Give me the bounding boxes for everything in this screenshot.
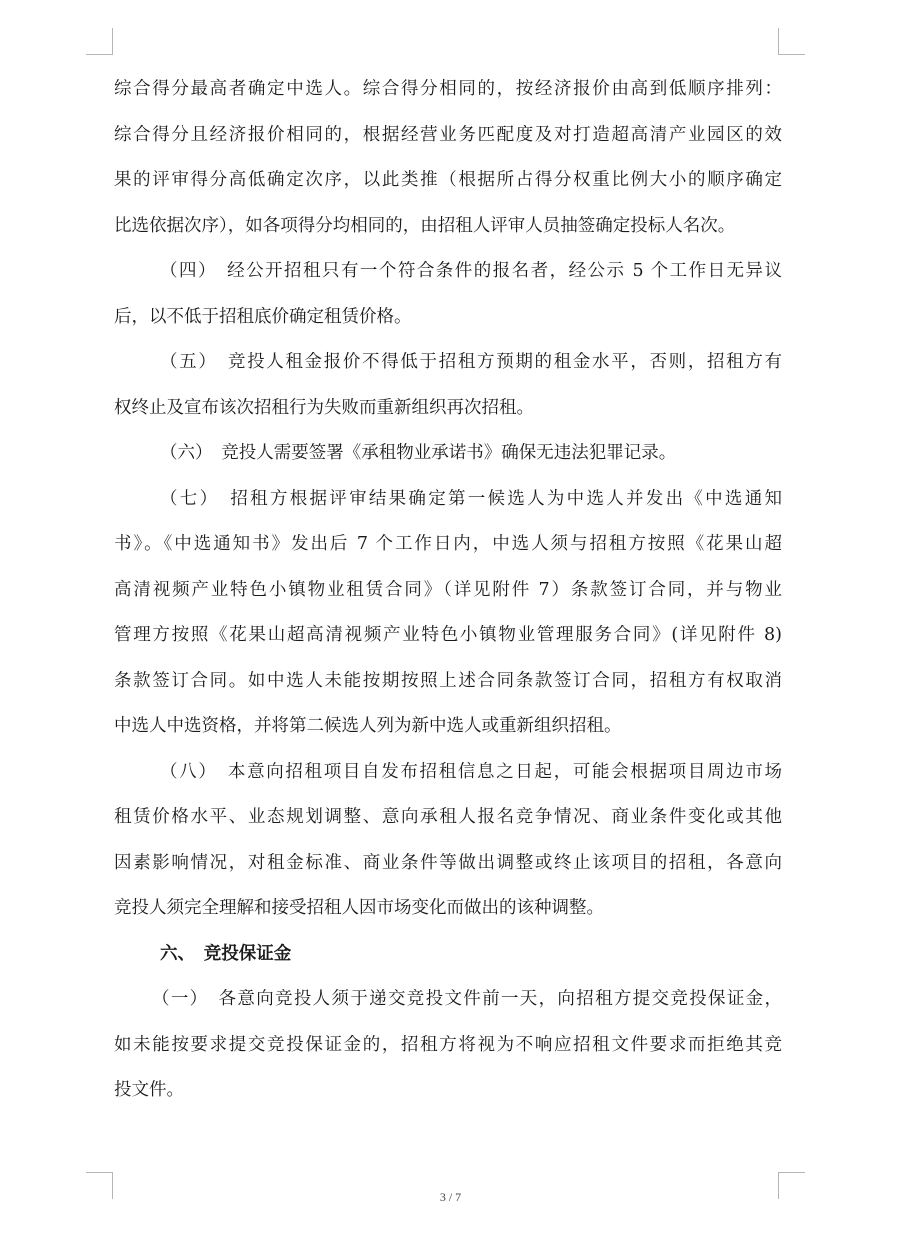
paragraph-item-4 bbox=[114, 249, 782, 340]
section-heading: 六、 竞投保证金 bbox=[160, 943, 292, 964]
text-line: 竞投人须完全理解和接受招租人因市场变化而做出的该种调整。 bbox=[114, 898, 604, 918]
text-line: 租赁价格水平、业态规划调整、意向承租人报名竞争情况、商业条件变化或其他 bbox=[114, 807, 782, 827]
text-line: 综合得分且经济报价相同的，根据经营业务匹配度及对打造超高清产业园区的效 bbox=[114, 124, 782, 145]
text-line: 权终止及宣布该次招租行为失败而重新组织再次招租。 bbox=[114, 397, 534, 418]
text-line: 比选依据次序），如各项得分均相同的，由招租人评审人员抽签确定投标人名次。 bbox=[114, 215, 736, 236]
crop-mark-top-right bbox=[778, 28, 805, 55]
text-line: 条款签订合同。如中选人未能按期按照上述合同条款签订合同，招租方有权取消 bbox=[114, 670, 782, 691]
text-line: （五） 竞投人租金报价不得低于招租方预期的租金水平，否则，招租方有 bbox=[160, 352, 782, 372]
text-line: 书》。《中选通知书》发出后 7 个工作日内，中选人须与招租方按照《花果山超 bbox=[114, 534, 782, 554]
text-line: （四） 经公开招租只有一个符合条件的报名者，经公示 5 个工作日无异议 bbox=[160, 261, 782, 281]
text-line: 综合得分最高者确定中选人。综合得分相同的，按经济报价由高到低顺序排列： bbox=[114, 79, 782, 99]
text-line: （八） 本意向招租项目自发布招租信息之日起，可能会根据项目周边市场 bbox=[160, 761, 782, 782]
crop-mark-top-left bbox=[86, 28, 113, 55]
page-number: 3 / 7 bbox=[439, 1190, 462, 1204]
text-line: 投文件。 bbox=[114, 1080, 184, 1100]
paragraph-item-5 bbox=[114, 340, 782, 431]
paragraph-item-7 bbox=[114, 477, 782, 750]
text-line: （一） 各意向竞投人须于递交竞投文件前一天，向招租方提交竞投保证金， bbox=[152, 989, 782, 1009]
text-line: 如未能按要求提交竞投保证金的，招租方将视为不响应招租文件要求而拒绝其竞 bbox=[114, 1034, 782, 1055]
text-line: 高清视频产业特色小镇物业租赁合同》（详见附件 7）条款签订合同，并与物业 bbox=[114, 579, 782, 600]
text-line: 管理方按照《花果山超高清视频产业特色小镇物业管理服务合同》(详见附件 8) bbox=[114, 625, 782, 645]
text-line: 后，以不低于招租底价确定租赁价格。 bbox=[114, 306, 412, 327]
paragraph-deposit-1 bbox=[114, 977, 782, 1114]
text-line: （六） 竞投人需要签署《承租物业承诺书》确保无违法犯罪记录。 bbox=[160, 443, 677, 463]
text-line: 因素影响情况，对租金标准、商业条件等做出调整或终止该项目的招租，各意向 bbox=[114, 852, 782, 873]
text-line: 中选人中选资格，并将第二候选人列为新中选人或重新组织招租。 bbox=[114, 716, 622, 736]
text-line: （七） 招租方根据评审结果确定第一候选人为中选人并发出《中选通知 bbox=[160, 488, 782, 509]
paragraph-item-6 bbox=[114, 431, 782, 477]
paragraph-ranking bbox=[114, 67, 782, 249]
paragraph-item-8 bbox=[114, 750, 782, 932]
text-line: 果的评审得分高低确定次序，以此类推（根据所占得分权重比例大小的顺序确定 bbox=[114, 170, 782, 190]
document-body bbox=[114, 67, 782, 1114]
